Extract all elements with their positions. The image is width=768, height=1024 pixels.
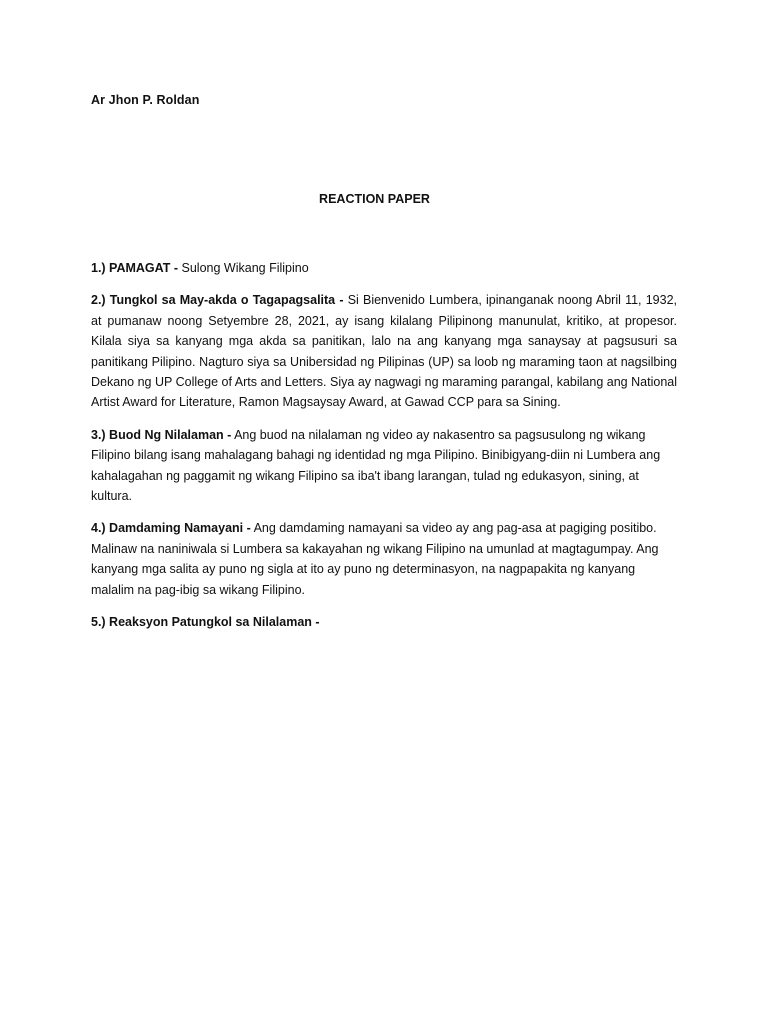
section-label: 2.) Tungkol sa May-akda o Tagapagsalita - [91, 293, 344, 308]
sections [91, 258, 677, 645]
section-label: 3.) Buod Ng Nilalaman - [91, 427, 232, 442]
section-label: 1.) PAMAGAT - [91, 261, 179, 275]
section-title [91, 258, 677, 278]
section-body: Si Bienvenido Lumbera, ipinanganak noong Abril 11, 1932, at pumanaw noong Setyembre 28, 2021, ay isang kilalang Pilipinong manunulat, kritiko, at propesor. Kilala siya sa kanyang mga akda sa panitikan, lalo na ang kanyang mga sanaysay at pagsusuri sa panitikang Pilipino. Nagturo siya sa Unibersidad ng Pilipinas (UP) sa loob ng maraming taon at nagsilbing Dekano ng UP College of Arts and Letters. Siya ay nagwagi ng maraming parangal, kabilang ang National Artist Award for Literature, Ramon Magsaysay Award, at Gawad CCP para sa Sining. [91, 293, 677, 410]
section-emotion [91, 518, 677, 600]
section-reaction [91, 612, 677, 632]
section-body: Sulong Wikang Filipino [181, 261, 309, 275]
author-name: Ar Jhon P. Roldan [91, 93, 200, 107]
section-label: 4.) Damdaming Namayani - [91, 521, 251, 536]
document-title: REACTION PAPER [319, 192, 430, 206]
section-author-info [91, 290, 677, 412]
section-summary [91, 425, 677, 507]
section-label: 5.) Reaksyon Patungkol sa Nilalaman - [91, 615, 320, 630]
section-body: Ang buod na nilalaman ng video ay nakasentro sa pagsusulong ng wikang Filipino bilang isang mahalagang bahagi ng identidad ng mga Pilipino. Binibigyang-diin ni Lumbera ang kahalagahan ng paggamit ng wikang Filipino sa iba't ibang larangan, tulad ng edukasyon, sining, at kultura. [91, 427, 661, 504]
section-body: Ang damdaming namayani sa video ay ang pag-asa at pagiging positibo. Malinaw na naniniwala si Lumbera sa kakayahan ng wikang Filipino na umunlad at magtagumpay. Ang kanyang mga salita ay puno ng sigla at ito ay puno ng determinasyon, na nagpapakita ng kanyang malalim na pag-ibig sa wikang Filipino. [91, 521, 659, 597]
